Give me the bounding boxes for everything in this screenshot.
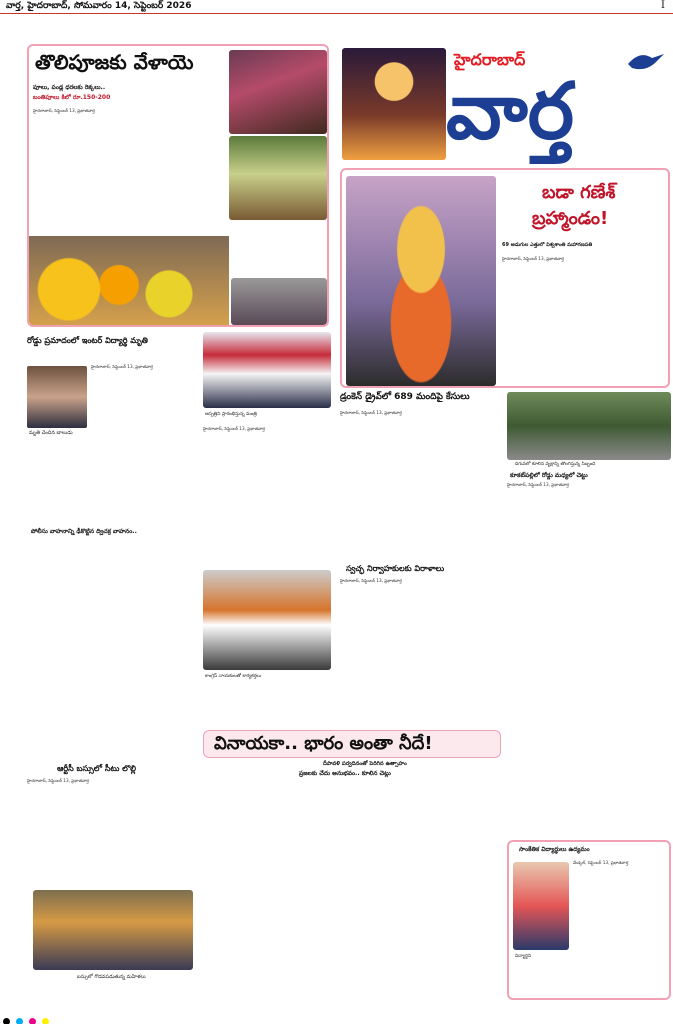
tholipuja-sub1: పూలు, పండ్ల ధరలకు రెక్కలు.. <box>33 84 106 91</box>
drunk-body: హైదరాబాద్, సెప్టెంబర్ 13, ప్రభాతవార్త <box>340 410 402 415</box>
bus-photo <box>33 890 193 970</box>
edition-line: వార్త, హైదరాబాద్, సోమవారం 14, సెప్టెంబర్ 2026 <box>6 1 192 11</box>
rally-caption: కాంగ్రెస్ నాయకులతో కార్యకర్తలు <box>205 674 262 679</box>
trees-photo <box>507 392 671 460</box>
swachh-article <box>340 564 504 734</box>
swachh-headline: స్వచ్ఛ నిర్వాహకులకు విరాళాలు <box>346 564 445 573</box>
rain-sub: ప్రజలకు చేదు అనుభవం.. కూలిన చెట్లు <box>299 770 391 777</box>
tholipuja-body-col3 <box>229 224 327 276</box>
accident-body: హైదరాబాద్, సెప్టెంబర్ 13, ప్రభాతవార్త <box>91 364 153 369</box>
drunk-headline: డ్రంకెన్ డ్రైవ్‌లో 689 మందిపై కేసులు <box>340 392 470 402</box>
ganesh-article <box>340 168 670 388</box>
bus-caption: బస్సులో గొడవపడుతున్న మహిళలు <box>77 974 146 980</box>
page-number: I <box>661 0 665 11</box>
dove-logo-icon <box>626 50 666 72</box>
bus-article <box>27 764 199 994</box>
tholipuja-photo-woman <box>229 50 327 134</box>
accident-headline: రోడ్డు ప్రమాదంలో ఇంటర్ విద్యార్థి మృతి <box>27 336 148 345</box>
vinayaka-banner <box>203 730 501 758</box>
hospital-article <box>203 330 331 750</box>
hospital-caption: ఆస్పత్రిని ప్రారంభిస్తున్న మంత్రి <box>205 412 257 417</box>
accident-body-3 <box>27 538 197 642</box>
registration-marks <box>0 1012 673 1024</box>
hospital-body: హైదరాబాద్, సెప్టెంబర్ 13, ప్రభాతవార్త <box>203 426 265 431</box>
masthead-big-title: వార్త <box>446 67 574 157</box>
masthead <box>336 44 672 164</box>
student-article <box>507 840 671 1000</box>
student-caption: విద్యార్థిని <box>515 954 532 959</box>
accident-caption: మృతి చెందిన బాలుడు <box>29 430 73 436</box>
trees-headline: కూకట్‌పల్లిలో రోడ్డు మధ్యలో చెట్టు <box>510 472 588 479</box>
ganesh-sub: 69 అడుగుల ఎత్తులో విశ్వశాంతి మహాగణపతి <box>502 242 593 248</box>
rain-body <box>203 782 503 996</box>
accident-body-2 <box>27 440 197 520</box>
tholipuja-photo-crowd <box>231 278 327 325</box>
tholipuja-body: హైదరాబాద్, సెప్టెంబర్ 13, ప్రభాతవార్త <box>33 108 95 113</box>
tholipuja-sub2: బంతిపూలు కిలో రూ.150-200 <box>33 94 111 101</box>
accident-sub: పోలీసు వాహనాన్ని ఢీకొట్టిన ద్విచక్ర వాహనం.. <box>31 528 137 535</box>
ganesh-body: హైదరాబాద్, సెప్టెంబర్ 13, ప్రభాతవార్త <box>502 256 564 261</box>
trees-caption: దిగువలో కూలిన వృక్షాన్ని తొలగిస్తున్న సిబ్బంది <box>515 462 596 467</box>
tholipuja-article <box>27 44 329 327</box>
ganesh-photo <box>346 176 496 386</box>
rain-headline: దీపావళి పర్వదినంతో పెరిగిన ఉత్సాహం <box>323 761 407 767</box>
tholipuja-photo-flowers <box>29 236 229 325</box>
charminar-photo <box>342 48 446 160</box>
student-photo <box>513 862 569 950</box>
bus-body: హైదరాబాద్, సెప్టెంబర్ 13, ప్రభాతవార్త <box>27 778 89 783</box>
accident-photo <box>27 366 87 428</box>
tholipuja-photo-vendor <box>229 136 327 220</box>
drunk-article <box>340 392 502 562</box>
ganesh-headline-1: బడా గణేశ్ <box>542 182 616 203</box>
rally-photo <box>203 570 331 670</box>
accident-article <box>27 330 199 760</box>
bus-headline: ఆర్టీసీ బస్సులో సీటు లొల్లి <box>57 764 136 773</box>
hospital-photo <box>203 332 331 408</box>
swachh-body: హైదరాబాద్, సెప్టెంబర్ 13, ప్రభాతవార్త <box>340 578 402 583</box>
tholipuja-headline: తొలిపూజకు వేళాయె <box>35 50 194 74</box>
trees-body: హైదరాబాద్, సెప్టెంబర్ 13, ప్రభాతవార్త <box>507 482 569 487</box>
student-body: మేడ్చల్, సెప్టెంబర్ 13, ప్రభాతవార్త <box>573 860 629 865</box>
top-strip <box>0 0 673 14</box>
masthead-small-title: హైదరాబాద్ <box>454 50 526 69</box>
ganesh-headline-2: బ్రహ్మాండం! <box>532 208 609 229</box>
student-headline: సాంకేతిక విద్యార్థులు ఉద్యమం <box>519 846 590 853</box>
rain-article <box>203 760 503 1000</box>
vinayaka-headline: వినాయకా.. భారం అంతా నీదే! <box>214 733 433 754</box>
